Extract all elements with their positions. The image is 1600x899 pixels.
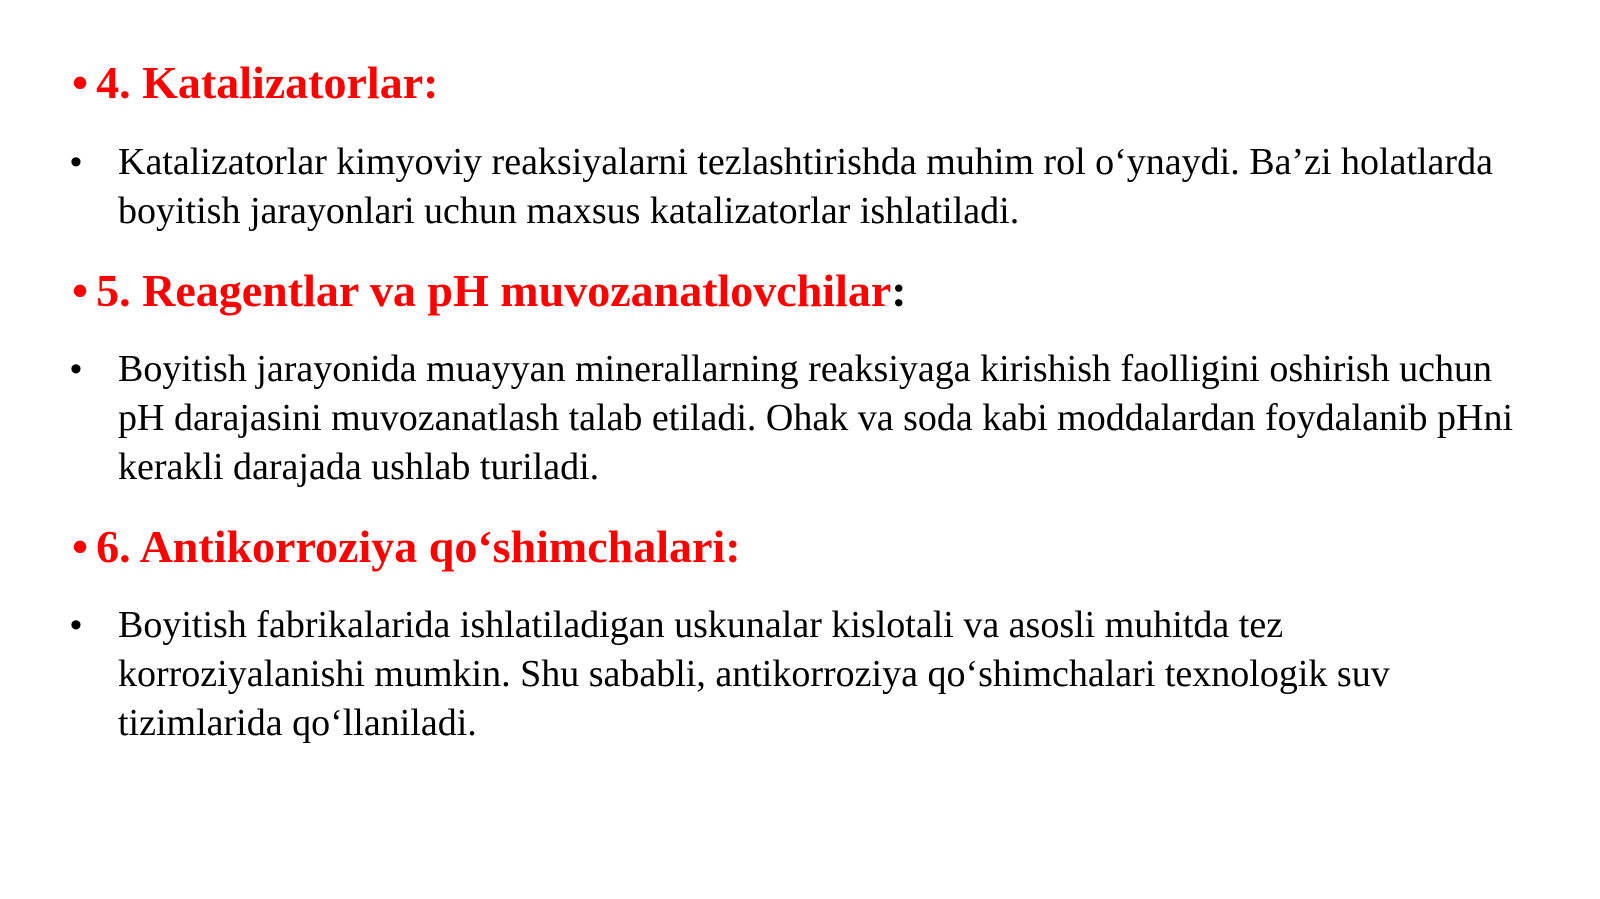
paragraph-antikorroziya [70,601,1530,748]
paragraph-bullet: • [70,143,82,181]
paragraph-bullet: • [70,606,82,644]
heading-reagentlar [72,264,907,318]
paragraph-katalizatorlar [70,138,1530,236]
paragraph-text: Katalizatorlar kimyoviy reaksiyalarni tezlashtirishda muhim rol o‘ynaydi. Ba’zi holatlarda boyitish jarayonlari uchun maxsus katalizatorlar ishlatiladi. [118,141,1493,232]
heading-antikorroziya [72,520,741,574]
heading-bullet: • [72,521,89,572]
heading-text: 5. Reagentlar va pH muvozanatlovchilar [96,265,892,316]
heading-text: 4. Katalizatorlar: [96,57,439,108]
paragraph-text: Boyitish fabrikalarida ishlatiladigan uskunalar kislotali va asosli muhitda tez korroziyalanishi mumkin. Shu sababli, antikorroziya qo‘shimchalari texnologik suv tizimlarida qo‘llaniladi. [118,604,1390,744]
heading-text: 6. Antikorroziya qo‘shimchalari: [96,521,741,572]
paragraph-bullet: • [70,350,82,388]
heading-suffix: : [891,265,907,316]
heading-katalizatorlar [72,56,438,110]
paragraph-reagentlar [70,345,1530,492]
heading-bullet: • [72,265,89,316]
heading-bullet: • [72,57,89,108]
paragraph-text: Boyitish jarayonida muayyan minerallarning reaksiyaga kirishish faolligini oshirish uchun pH darajasini muvozanatlash talab etiladi. Ohak va soda kabi moddalardan foydalanib pHni kerakli darajada ushlab turiladi. [118,348,1514,488]
